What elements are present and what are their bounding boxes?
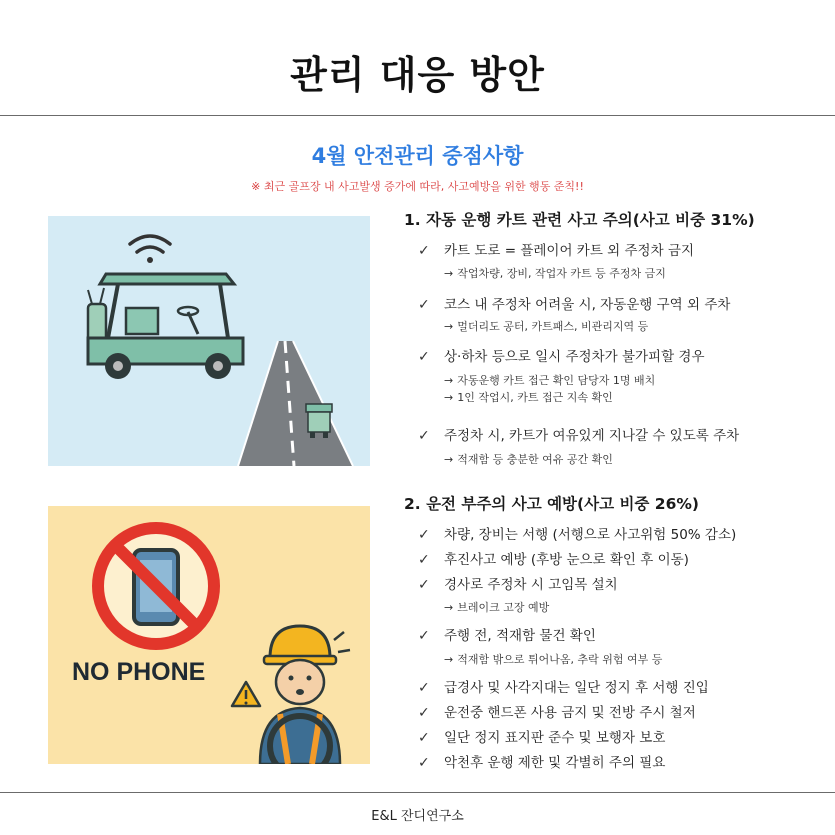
section-subtitle: 4월 안전관리 중점사항 bbox=[311, 144, 524, 168]
sub-text: 1인 작업시, 카트 접근 지속 확인 bbox=[457, 391, 613, 404]
section-1-item-1-sub-1 bbox=[444, 265, 666, 281]
item-text: 주정차 시, 카트가 여유있게 지나갈 수 있도록 주차 bbox=[444, 428, 740, 444]
check-icon: ✓ bbox=[418, 730, 430, 746]
section-2-item-4-sub-1 bbox=[444, 651, 662, 667]
no-phone-label: NO PHONE bbox=[72, 658, 206, 686]
check-icon: ✓ bbox=[418, 428, 430, 444]
sub-text: 적재함 밖으로 튀어나옴, 추락 위험 여부 등 bbox=[457, 653, 663, 666]
section-2-item-6 bbox=[418, 701, 696, 721]
no-phone-illustration bbox=[48, 506, 370, 764]
page-title: 관리 대응 방안 bbox=[290, 53, 545, 97]
road-icon bbox=[238, 341, 353, 466]
arrow-icon: → bbox=[444, 653, 454, 666]
sub-text: 자동운행 카트 접근 확인 담당자 1명 배치 bbox=[457, 374, 656, 387]
arrow-icon: → bbox=[444, 374, 454, 387]
section-2-item-2 bbox=[418, 548, 689, 568]
top-divider bbox=[0, 115, 835, 116]
section-1-item-3-sub-1 bbox=[444, 372, 655, 388]
section-1-item-1 bbox=[418, 239, 694, 259]
check-icon: ✓ bbox=[418, 552, 430, 568]
item-text: 악천후 운행 제한 및 각별히 주의 필요 bbox=[444, 755, 666, 771]
section-2-item-4 bbox=[418, 624, 596, 644]
item-text: 일단 정지 표지판 준수 및 보행자 보호 bbox=[444, 730, 666, 746]
check-icon: ✓ bbox=[418, 680, 430, 696]
section-1-title: 1. 자동 운행 카트 관련 사고 주의(사고 비중 31%) bbox=[404, 211, 755, 229]
bottom-divider bbox=[0, 792, 835, 793]
item-text: 후진사고 예방 (후방 눈으로 확인 후 이동) bbox=[444, 552, 689, 568]
check-icon: ✓ bbox=[418, 628, 430, 644]
arrow-icon: → bbox=[444, 601, 454, 614]
item-text: 차량, 장비는 서행 (서행으로 사고위험 50% 감소) bbox=[444, 527, 737, 543]
golf-cart-icon bbox=[88, 274, 243, 379]
check-icon: ✓ bbox=[418, 243, 430, 259]
section-1-item-4 bbox=[418, 424, 739, 444]
check-icon: ✓ bbox=[418, 349, 430, 365]
section-2-item-3-sub-1 bbox=[444, 599, 549, 615]
section-1-item-2 bbox=[418, 293, 730, 313]
check-icon: ✓ bbox=[418, 527, 430, 543]
no-phone-icon bbox=[98, 528, 214, 644]
cart-illustration bbox=[48, 216, 370, 466]
item-text: 코스 내 주정차 어려울 시, 자동운행 구역 외 주차 bbox=[444, 297, 731, 313]
arrow-icon: → bbox=[444, 320, 454, 333]
check-icon: ✓ bbox=[418, 297, 430, 313]
sub-text: 적재함 등 충분한 여유 공간 확인 bbox=[457, 453, 613, 466]
arrow-icon: → bbox=[444, 267, 454, 280]
item-text: 급경사 및 사각지대는 일단 정지 후 서행 진입 bbox=[444, 680, 709, 696]
section-2-item-7 bbox=[418, 726, 665, 746]
arrow-icon: → bbox=[444, 391, 454, 404]
section-1-item-3 bbox=[418, 345, 705, 365]
section-2-item-5 bbox=[418, 676, 709, 696]
check-icon: ✓ bbox=[418, 705, 430, 721]
footer-brand: E&L 잔디연구소 bbox=[371, 809, 464, 824]
section-2-item-1 bbox=[418, 523, 736, 543]
arrow-icon: → bbox=[444, 453, 454, 466]
section-2-title: 2. 운전 부주의 사고 예방(사고 비중 26%) bbox=[404, 495, 699, 513]
sub-text: 브레이크 고장 예방 bbox=[457, 601, 550, 614]
section-2-item-3 bbox=[418, 573, 618, 593]
item-text: 경사로 주정차 시 고임목 설치 bbox=[444, 577, 618, 593]
warning-triangle-icon bbox=[232, 682, 260, 706]
warning-note: ※ 최근 골프장 내 사고발생 증가에 따라, 사고예방을 위한 행동 준칙!! bbox=[251, 180, 584, 193]
check-icon: ✓ bbox=[418, 755, 430, 771]
section-1-item-2-sub-1 bbox=[444, 318, 648, 334]
section-2-item-8 bbox=[418, 751, 665, 771]
item-text: 운전중 핸드폰 사용 금지 및 전방 주시 철저 bbox=[444, 705, 696, 721]
section-1-item-3-sub-2 bbox=[444, 389, 613, 405]
check-icon: ✓ bbox=[418, 577, 430, 593]
sub-text: 작업차량, 장비, 작업자 카트 등 주정차 금지 bbox=[457, 267, 666, 280]
wifi-icon bbox=[130, 236, 170, 263]
section-1-item-4-sub-1 bbox=[444, 451, 613, 467]
item-text: 카트 도로 = 플레이어 카트 외 주정차 금지 bbox=[444, 243, 695, 259]
sub-text: 멀더리도 공터, 카트패스, 비관리지역 등 bbox=[457, 320, 649, 333]
worker-icon bbox=[260, 626, 350, 764]
item-text: 주행 전, 적재함 물건 확인 bbox=[444, 628, 596, 644]
item-text: 상·하차 등으로 일시 주정차가 불가피할 경우 bbox=[444, 349, 705, 365]
